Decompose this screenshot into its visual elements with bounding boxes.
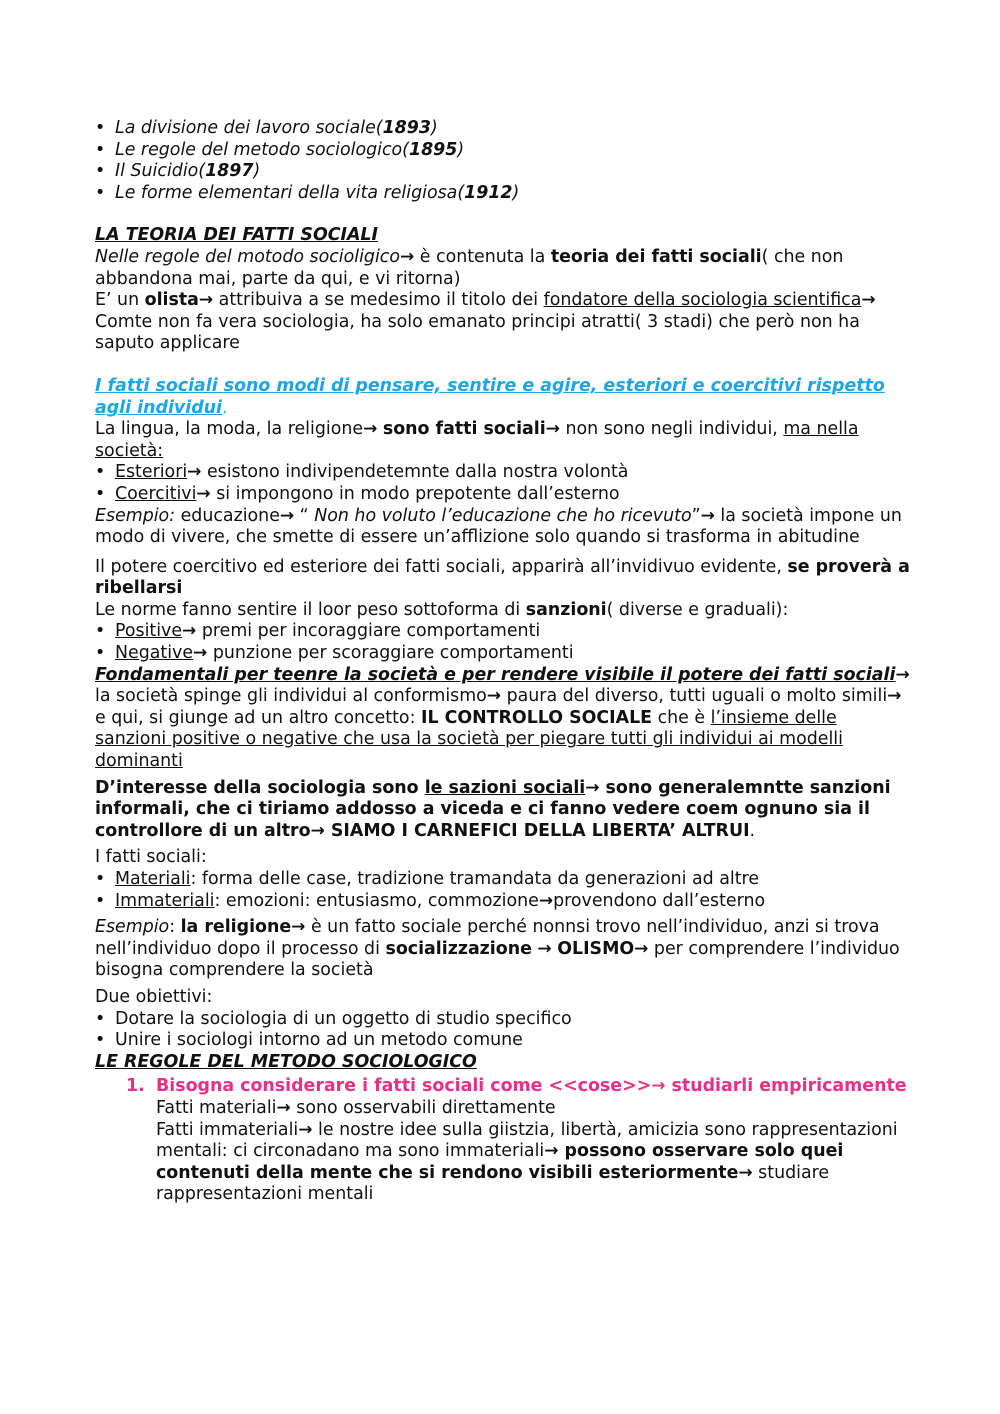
arrow-icon: → <box>276 1097 291 1118</box>
arrow-icon: → <box>887 686 902 707</box>
arrow-icon: → <box>400 246 415 267</box>
arrow-icon: → <box>182 621 197 642</box>
section-heading-regole: LE REGOLE DEL METODO SOCIOLOGICO <box>95 1051 477 1072</box>
list-item: • Le forme elementari della vita religiosa(1912) <box>95 183 910 205</box>
paragraph: Fondamentali per teenre la società e per rendere visibile il potere dei fatti sociali→ la società spinge gli individui al conformismo→ paura del diverso, tutti uguali o molto simili→ e qui, si giunge ad un altro concetto: IL CONTROLLO SOCIALE che è l’insieme delle sanzioni positive o negative che usa la società per piegare tutti gli individui ai modelli dominanti <box>95 664 910 772</box>
paragraph: I fatti sociali: <box>95 847 207 868</box>
arrow-icon: → <box>187 462 202 483</box>
list-item: • Materiali: forma delle case, tradizione tramandata da generazioni ad altre <box>95 869 910 891</box>
section-heading-teoria: LA TEORIA DEI FATTI SOCIALI <box>95 225 378 246</box>
list-item: • Negative→ punzione per scoraggiare comportamenti <box>95 643 910 665</box>
arrow-icon: → <box>895 664 910 685</box>
arrow-icon: → <box>193 643 208 664</box>
arrow-icon: → <box>538 890 554 911</box>
list-number: 1. <box>126 1076 145 1097</box>
list-item: • Positive→ premi per incoraggiare comportamenti <box>95 621 910 643</box>
paragraph: Le norme fanno sentire il loor peso sottoforma di sanzioni( diverse e graduali): <box>95 599 789 620</box>
arrow-icon: → <box>196 483 211 504</box>
arrow-icon: → <box>298 1119 313 1140</box>
arrow-icon: → <box>545 419 560 440</box>
arrow-icon: → <box>537 938 552 959</box>
list-item: • Immateriali: emozioni: entusiasmo, commozione→provendono dall’esterno <box>95 891 910 913</box>
list-item: • Il Suicidio(1897) <box>95 161 910 183</box>
traits-list <box>95 462 910 505</box>
arrow-icon: → <box>363 419 378 440</box>
arrow-icon: → <box>738 1162 753 1183</box>
paragraph: Esempio: la religione→ è un fatto sociale perché nonnsi trovo nell’individuo, anzi si trova nell’individuo dopo il processo di socializzazione → OLISMO→ per comprendere l’individuo bisogna comprendere la società <box>95 917 900 981</box>
list-item: • Esteriori→ esistono indivipendetemnte dalla nostra volontà <box>95 462 910 484</box>
paragraph: Il potere coercitivo ed esteriore dei fatti sociali, apparirà all’invidivuo evidente, se proverà a ribellarsi <box>95 556 910 599</box>
list-item: • Dotare la sociologia di un oggetto di studio specifico <box>95 1009 910 1031</box>
fatti-list <box>95 869 910 912</box>
paragraph: La lingua, la moda, la religione→ sono fatti sociali→ non sono negli individui, ma nella società: <box>95 419 859 461</box>
document-body <box>95 118 910 1206</box>
paragraph: Nelle regole del motodo socioligico→ è contenuta la teoria dei fatti sociali( che non abbandona mai, parte da qui, e vi ritorna) <box>95 246 844 289</box>
rule-line: Fatti immateriali→ le nostre idee sulla giistzia, libertà, amicizia sono rappresentazioni mentali: ci circonadano ma sono immateriali→ possono osservare solo quei contenuti della mente che si rendono visibili esteriormente→ studiare rappresentazioni mentali <box>156 1119 898 1205</box>
arrow-icon: → <box>651 1076 666 1097</box>
arrow-icon: → <box>279 505 295 526</box>
list-item <box>95 1076 910 1206</box>
arrow-icon: → <box>544 1141 559 1162</box>
list-item: • Unire i sociologi intorno ad un metodo comune <box>95 1030 910 1052</box>
rules-list <box>95 1076 910 1206</box>
list-item: • Le regole del metodo sociologico(1895) <box>95 140 910 162</box>
paragraph: Esempio: educazione→ “ Non ho voluto l’educazione che ho ricevuto”→ la società impone un modo di vivere, che smette di essere un’afflizione solo quando si trasforma in abitudine <box>95 505 902 548</box>
arrow-icon: → <box>634 938 649 959</box>
rule-line: Fatti materiali→ sono osservabili direttamente <box>156 1097 556 1118</box>
list-item: • Coercitivi→ si impongono in modo prepotente dall’esterno <box>95 484 910 506</box>
arrow-icon: → <box>198 290 214 311</box>
paragraph: E’ un olista→ attribuiva a se medesimo il titolo dei fondatore della sociologia scientifica→ Comte non fa vera sociologia, ha solo emanato principi atratti( 3 stadi) che però non ha saputo applicare <box>95 290 876 354</box>
sanctions-list <box>95 621 910 664</box>
arrow-icon: → <box>700 505 715 526</box>
obiettivi-list <box>95 1009 910 1052</box>
rule-title: Bisogna considerare i fatti sociali come <<cose>>→ studiarli empiricamente <box>156 1076 907 1097</box>
arrow-icon: → <box>585 777 600 798</box>
paragraph: Due obiettivi: <box>95 986 213 1007</box>
paragraph: D’interesse della sociologia sono le sazioni sociali→ sono generalemntte sanzioni informali, che ci tiriamo addosso a viceda e ci fanno vedere coem ognuno sia il controllore di un altro→ SIAMO I CARNEFICI DELLA LIBERTA’ ALTRUI. <box>95 777 891 841</box>
list-item: • La divisione dei lavoro sociale(1893) <box>95 118 910 140</box>
arrow-icon: → <box>486 686 502 707</box>
definition-highlight: I fatti sociali sono modi di pensare, sentire e agire, esteriori e coercitivi rispetto agli individui. <box>95 375 885 418</box>
arrow-icon: → <box>861 290 876 311</box>
works-list <box>95 118 910 204</box>
arrow-icon: → <box>310 820 325 841</box>
arrow-icon: → <box>291 917 306 938</box>
